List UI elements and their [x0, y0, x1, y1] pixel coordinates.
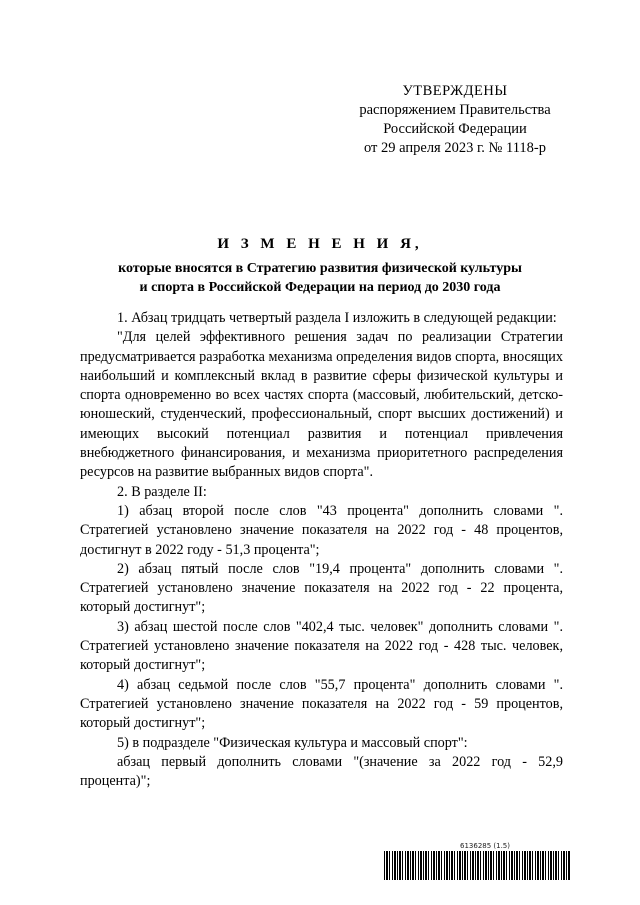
paragraph: 4) абзац седьмой после слов "55,7 процента" дополнить словами ". Стратегией установлено значение показателя на 2022 год - 59 процентов, который достигнут"; [80, 676, 563, 732]
barcode-number: 6136285 (1.5) [460, 842, 510, 850]
approval-heading: УТВЕРЖДЕНЫ [402, 83, 508, 99]
paragraph: "Для целей эффективного решения задач по реализации Стратегии предусматривается разработка механизма определения видов спорта, вносящих наибольший и комплексный вклад в развитие сферы физической культуры и спорта одновременно во всех частях спорта (массовый, любительский, детско-юношеский, студенческий, профессиональный, спорт высших достижений) и имеющих высокий потенциал развития и потенциал привлечения внебюджетного финансирования, и механизма приоритетного распределения ресурсов на развитие выбранных видов спорта". [80, 329, 563, 481]
paragraph: 5) в подразделе "Физическая культура и массовый спорт": [117, 734, 468, 751]
subtitle-line-2: и спорта в Российской Федерации на период до 2030 года [139, 280, 501, 295]
approval-line-1: распоряжением Правительства [359, 102, 551, 118]
paragraph: 1. Абзац тридцать четвертый раздела I изложить в следующей редакции: [117, 310, 557, 326]
paragraph: 3) абзац шестой после слов "402,4 тыс. человек" дополнить словами ". Стратегией установлено значение показателя на 2022 год - 428 тыс. человек, который достигнут"; [80, 618, 563, 674]
paragraph: абзац первый дополнить словами "(значение за 2022 год - 52,9 процента)"; [80, 753, 563, 790]
paragraph: 2) абзац пятый после слов "19,4 процента" дополнить словами ". Стратегией установлено значение показателя на 2022 год - 22 процента, который достигнут"; [80, 560, 563, 616]
approval-line-2: Российской Федерации [383, 121, 527, 137]
document-subtitle [80, 259, 560, 297]
approval-block [340, 82, 570, 158]
paragraph: 2. В разделе II: [117, 483, 207, 500]
document-title: И З М Е Н Е Н И Я, [217, 236, 423, 252]
subtitle-line-1: которые вносятся в Стратегию развития физической культуры [118, 261, 522, 276]
document-body [80, 309, 563, 791]
approval-line-3: от 29 апреля 2023 г. № 1118-р [363, 140, 546, 156]
paragraph: 1) абзац второй после слов "43 процента" дополнить словами ". Стратегией установлено значение показателя на 2022 год - 48 процентов, достигнут в 2022 году - 51,3 процента"; [80, 502, 563, 558]
barcode-icon [384, 851, 570, 880]
